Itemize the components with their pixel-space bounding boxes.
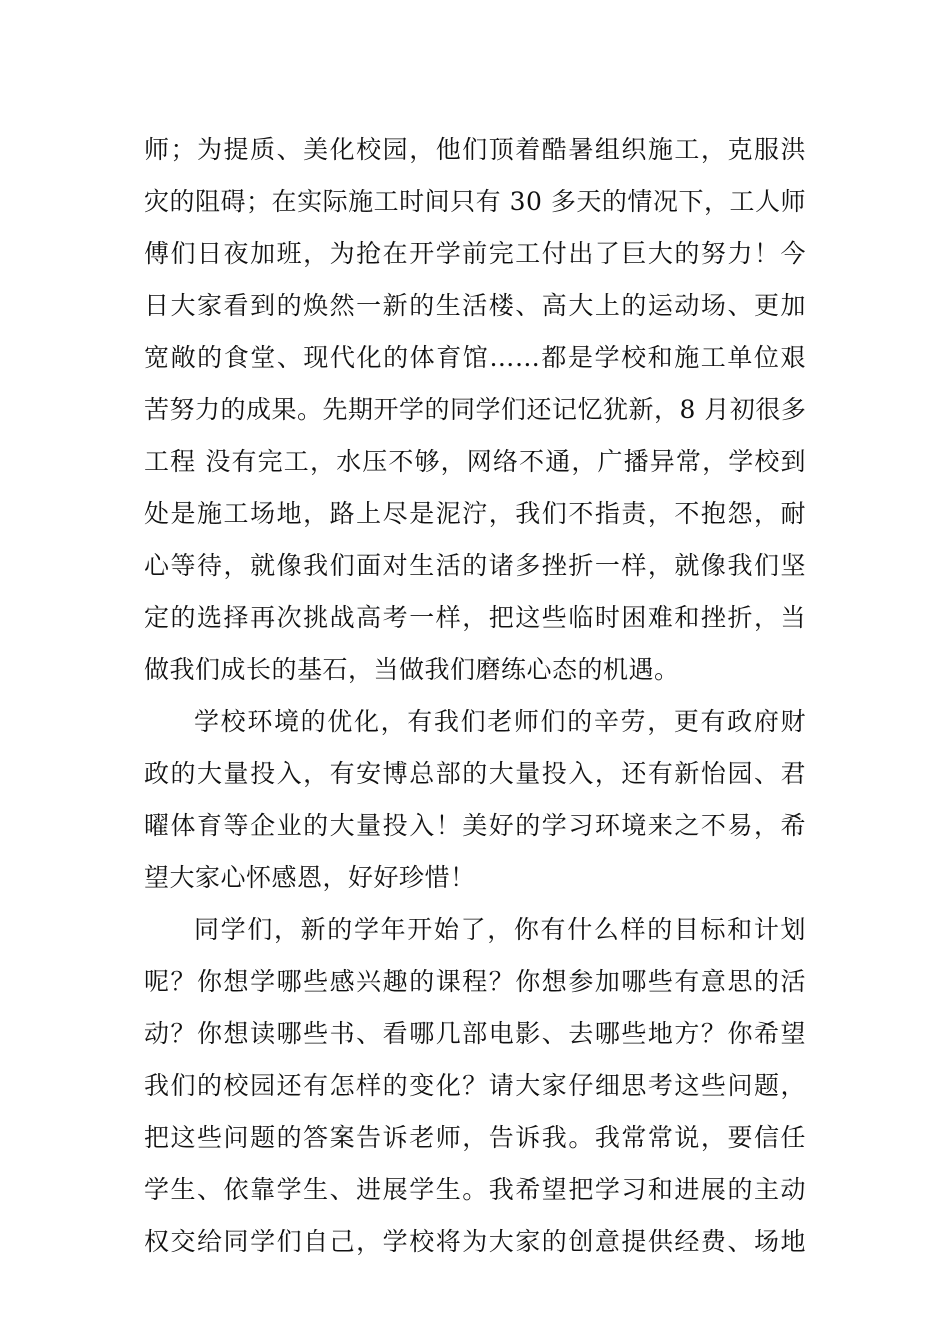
paragraph-2	[144, 696, 806, 904]
text-line: 曜体育等企业的大量投入！美好的学习环境来之不易，希	[144, 811, 806, 840]
text-line: 权交给同学们自己，学校将为大家的创意提供经费、场地	[144, 1227, 806, 1256]
text-line: 呢？你想学哪些感兴趣的课程？你想参加哪些有意思的活	[144, 967, 806, 996]
text-line: 日大家看到的焕然一新的生活楼、高大上的运动场、更加	[144, 291, 806, 320]
text-line: 傅们日夜加班，为抢在开学前完工付出了巨大的努力！今	[144, 239, 806, 268]
text-line: 工程 没有完工，水压不够，网络不通，广播异常，学校到	[144, 447, 806, 476]
text-line: 学生、依靠学生、进展学生。我希望把学习和进展的主动	[144, 1175, 806, 1204]
text-line: 同学们，新的学年开始了，你有什么样的目标和计划	[194, 915, 806, 944]
text-line: 处是施工场地，路上尽是泥泞，我们不指责，不抱怨，耐	[144, 499, 806, 528]
text-line: 宽敞的食堂、现代化的体育馆……都是学校和施工单位艰	[144, 343, 806, 372]
text-line: 定的选择再次挑战高考一样，把这些临时困难和挫折，当	[144, 603, 806, 632]
paragraph-3	[144, 904, 806, 1268]
paragraph-1	[144, 124, 806, 696]
text-line: 心等待，就像我们面对生活的诸多挫折一样，就像我们坚	[144, 551, 806, 580]
text-line: 苦努力的成果。先期开学的同学们还记忆犹新，8 月初很多	[144, 395, 807, 424]
text-line: 师；为提质、美化校园，他们顶着酷暑组织施工，克服洪	[144, 135, 806, 164]
text-line: 望大家心怀感恩，好好珍惜！	[144, 863, 476, 892]
text-line: 把这些问题的答案告诉老师，告诉我。我常常说，要信任	[144, 1123, 806, 1152]
text-line: 我们的校园还有怎样的变化？请大家仔细思考这些问题，	[144, 1071, 806, 1100]
text-line: 灾的阻碍；在实际施工时间只有 30 多天的情况下，工人师	[144, 187, 806, 216]
text-line: 政的大量投入，有安博总部的大量投入，还有新怡园、君	[144, 759, 806, 788]
body-text	[144, 124, 806, 1268]
text-line: 动？你想读哪些书、看哪几部电影、去哪些地方？你希望	[144, 1019, 806, 1048]
text-line: 做我们成长的基石，当做我们磨练心态的机遇。	[144, 655, 680, 684]
text-line: 学校环境的优化，有我们老师们的辛劳，更有政府财	[194, 707, 806, 736]
